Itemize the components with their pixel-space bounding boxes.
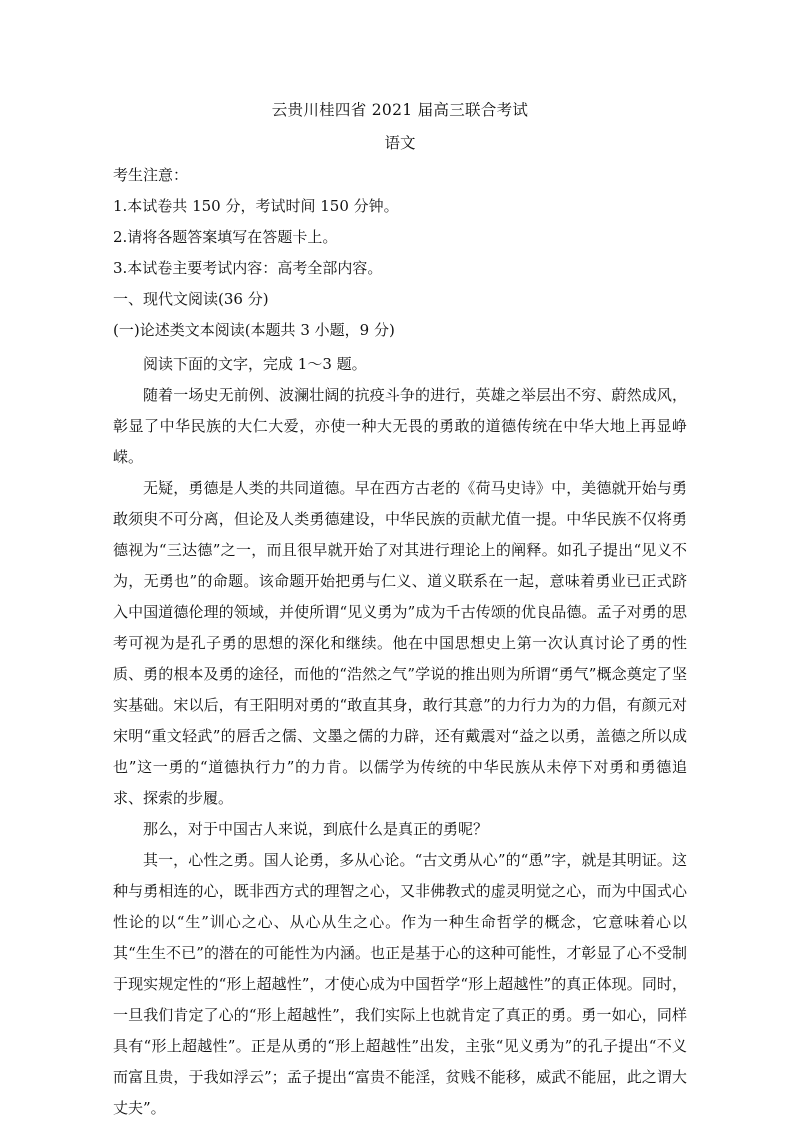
notice-heading: 考生注意： (113, 166, 189, 184)
notice-item-3: 3.本试卷主要考试内容：高考全部内容。 (113, 259, 383, 277)
article-paragraph-3: 那么，对于中国古人来说，到底什么是真正的勇呢？ (143, 820, 489, 838)
reading-instruction: 阅读下面的文字，完成 1～3 题。 (143, 355, 367, 373)
subsection-heading: (一)论述类文本阅读(本题共 3 小题，9 分) (113, 321, 395, 339)
exam-title: 云贵川桂四省 2021 届高三联合考试 (271, 101, 529, 119)
article-paragraph-4: 其一，心性之勇。国人论勇，多从心论。“古文勇从心”的“恿”字，就是其明证。这种与勇相连的心，既非西方式的理智之心，又非佛教式的虚灵明觉之心，而为中国式心性论的以“生”训心之心、从心从生之心。作为一种生命哲学的概念，它意味着心以其“生生不已”的潜在的可能性为内涵。也正是基于心的这种可能性，才彰显了心不受制于现实规定性的“形上超越性”，才使心成为中国哲学“形上超越性”的真正体现。同时，一旦我们肯定了心的“形上超越性”，我们实际上也就肯定了真正的勇。勇一如心，同样具有“形上超越性”。正是从勇的“形上超越性”出发，主张“见义勇为”的孔子提出“不义而富且贵，于我如浮云”；孟子提出“富贵不能淫，贫贱不能移，威武不能屈，此之谓大丈夫”。 (113, 851, 687, 1117)
article-paragraph-2: 无疑，勇德是人类的共同道德。早在西方古老的《荷马史诗》中，美德就开始与勇敢须臾不可分离，但论及人类勇德建设，中华民族的贡献尤值一提。中华民族不仅将勇德视为“三达德”之一，而且很早就开始了对其进行理论上的阐释。如孔子提出“见义不为，无勇也”的命题。该命题开始把勇与仁义、道义联系在一起，意味着勇业已正式跻入中国道德伦理的领域，并使所谓“见义勇为”成为千古传颂的优良品德。孟子对勇的思考可视为是孔子勇的思想的深化和继续。他在中国思想史上第一次认真讨论了勇的性质、勇的根本及勇的途径，而他的“浩然之气”学说的推出则为所谓“勇气”概念奠定了坚实基础。宋以后，有王阳明对勇的“敢直其身，敢行其意”的力行力为的力倡，有颜元对宋明“重文轻武”的唇舌之儒、文墨之儒的力辟，还有戴震对“益之以勇，盖德之所以成也”这一勇的“道德执行力”的力肯。以儒学为传统的中华民族从未停下对勇和勇德追求、探索的步履。 (113, 479, 687, 807)
section-heading: 一、现代文阅读(36 分) (113, 290, 269, 308)
notice-item-1: 1.本试卷共 150 分，考试时间 150 分钟。 (113, 197, 399, 215)
exam-subject: 语文 (384, 134, 416, 152)
article-paragraph-1: 随着一场史无前例、波澜壮阔的抗疫斗争的进行，英雄之举层出不穷、蔚然成风，彰显了中华民族的大仁大爱，亦使一种大无畏的勇敢的道德传统在中华大地上再显峥嵘。 (113, 386, 687, 466)
notice-item-2: 2.请将各题答案填写在答题卡上。 (113, 228, 338, 246)
